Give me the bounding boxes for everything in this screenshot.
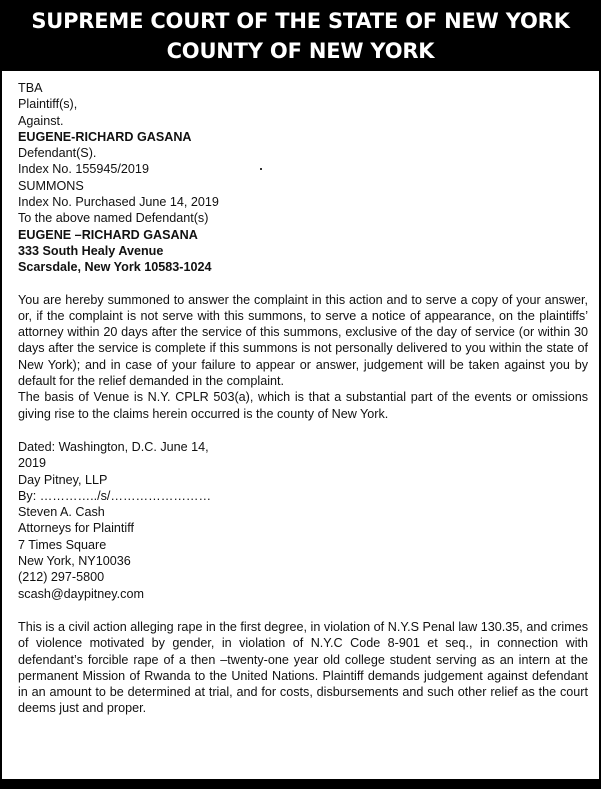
firm-street: 7 Times Square [18, 537, 107, 552]
firm-city: New York, NY10036 [18, 554, 131, 569]
addressee-city: Scarsdale, New York 10583-1024 [18, 260, 212, 275]
county-name: COUNTY OF NEW YORK [166, 39, 435, 63]
index-purchased: Index No. Purchased June 14, 2019 [18, 195, 219, 210]
attorney-role: Attorneys for Plaintiff [18, 521, 134, 536]
defendant-label: Defendant(S). [18, 146, 97, 161]
against-label: Against. [18, 113, 64, 128]
attorney-name: Steven A. Cash [18, 505, 105, 520]
notice-body [18, 80, 588, 717]
signature-line: By: …………../s/…………………… [18, 488, 212, 503]
notice-header [0, 0, 601, 71]
defendant-name: EUGENE-RICHARD GASANA [18, 129, 192, 144]
nature-of-action-paragraph: This is a civil action alleging rape in the first degree, in violation of N.Y.S Penal law 130.35, and crimes of violence motivated by gender, in violation of N.Y.C Code 8-901 et seq., in connection with defendant’s forcible rape of a then –twenty-one year old college student serving as an intern at the permanent Mission of Rwanda to the United Nations. Plaintiff demands judgement against defendant in an amount to be determined at trial, and for costs, disbursements and such other relief as the court deems just and proper. [18, 619, 588, 716]
dated-year: 2019 [18, 456, 47, 471]
addressee-street: 333 South Healy Avenue [18, 243, 164, 258]
plaintiff-name: TBA [18, 81, 43, 95]
law-firm: Day Pitney, LLP [18, 472, 108, 487]
court-name: SUPREME COURT OF THE STATE OF NEW YORK [31, 9, 570, 33]
addressee-intro: To the above named Defendant(s) [18, 211, 209, 226]
plaintiff-label: Plaintiff(s), [18, 97, 78, 112]
summons-paragraph: You are hereby summoned to answer the complaint in this action and to serve a copy of your answer, or, if the complaint is not serve with this summons, to serve a notice of appearance, on the plaintiffs’ attorney within 20 days after the service of this summons, exclusive of the day of service (or within 30 days after the service is complete if this summons is not personally delivered to you within the state of New York); and in case of your failure to appear or answer, judgement will be taken against you by default for the relief demanded in the complaint. [18, 292, 588, 389]
index-number: Index No. 155945/2019 [18, 162, 149, 177]
firm-email: scash@daypitney.com [18, 586, 144, 601]
firm-phone: (212) 297-5800 [18, 570, 105, 585]
bottom-border-bar [0, 779, 601, 789]
case-caption [18, 80, 588, 276]
addressee-name: EUGENE –RICHARD GASANA [18, 227, 198, 242]
signature-block [18, 439, 588, 602]
venue-paragraph: The basis of Venue is N.Y. CPLR 503(a), which is that a substantial part of the events or omissions giving rise to the claims herein occurred is the county of New York. [18, 390, 588, 421]
stray-dot [260, 168, 262, 170]
document-title: SUMMONS [18, 178, 84, 193]
dated-line: Dated: Washington, D.C. June 14, [18, 439, 209, 454]
